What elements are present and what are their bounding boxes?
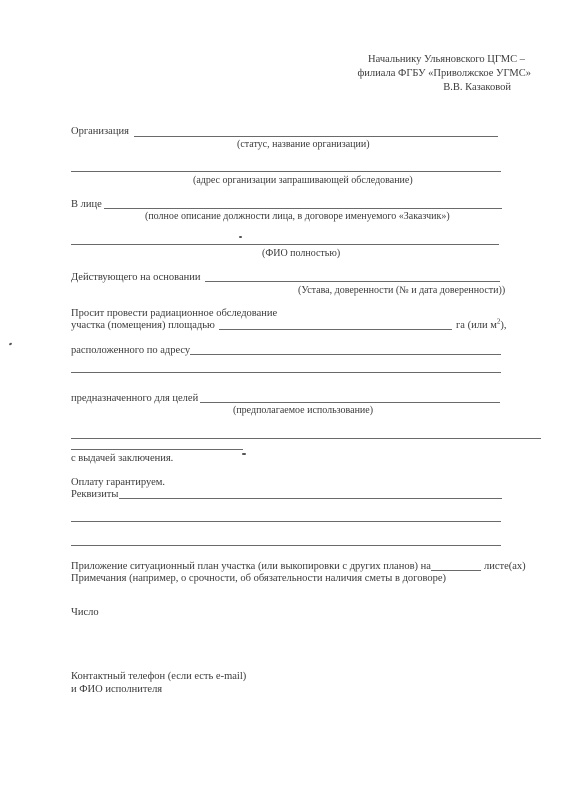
person-caption: (полное описание должности лица, в договоре именуемого «Заказчик») bbox=[145, 211, 450, 222]
organization-caption: (статус, название организации) bbox=[237, 139, 370, 150]
scan-speck-2 bbox=[242, 453, 246, 455]
date-label: Число bbox=[71, 607, 99, 618]
basis-label: Действующего на основании bbox=[71, 272, 201, 283]
organization-field[interactable] bbox=[134, 136, 498, 137]
area-label: участка (помещения) площадью bbox=[71, 320, 215, 331]
conclusion-text: с выдачей заключения. bbox=[71, 453, 174, 464]
basis-caption: (Устава, доверенности (№ и дата доверенности)) bbox=[298, 285, 506, 296]
location-field[interactable] bbox=[190, 354, 501, 355]
executor-label: и ФИО исполнителя bbox=[71, 684, 163, 695]
person-label: В лице bbox=[71, 199, 102, 210]
basis-field[interactable] bbox=[205, 281, 500, 282]
purpose-caption: (предполагаемое использование) bbox=[233, 405, 374, 416]
notes-text: Примечания (например, о срочности, об обязательности наличия сметы в договоре) bbox=[71, 573, 447, 584]
purpose-field-2[interactable] bbox=[71, 438, 541, 439]
attachment-end-text: листе(ах) bbox=[484, 561, 526, 572]
requisites-label: Реквизиты bbox=[71, 489, 119, 500]
recipient-line-3: В.В. Казаковой bbox=[443, 82, 511, 93]
purpose-field-3[interactable] bbox=[71, 449, 243, 450]
purpose-field[interactable] bbox=[200, 402, 500, 403]
recipient-line-2: филиала ФГБУ «Приволжское УГМС» bbox=[357, 68, 531, 79]
contact-label: Контактный телефон (если есть e-mail) bbox=[71, 671, 247, 682]
address-field[interactable] bbox=[71, 171, 501, 172]
requisites-field-2[interactable] bbox=[71, 521, 501, 522]
address-caption: (адрес организации запрашивающей обследование) bbox=[193, 175, 413, 186]
recipient-line-1: Начальнику Ульяновского ЦГМС – bbox=[368, 54, 525, 65]
person-field[interactable] bbox=[104, 208, 502, 209]
requisites-field[interactable] bbox=[119, 498, 502, 499]
margin-speck bbox=[9, 342, 13, 345]
organization-label: Организация bbox=[71, 126, 129, 137]
payment-text: Оплату гарантируем. bbox=[71, 477, 166, 488]
location-field-2[interactable] bbox=[71, 372, 501, 373]
area-unit: га (или $м^2$), bbox=[456, 317, 507, 331]
request-text: Просит провести радиационное обследование bbox=[71, 308, 278, 319]
purpose-label: предназначенного для целей bbox=[71, 393, 199, 404]
requisites-field-3[interactable] bbox=[71, 545, 501, 546]
attachment-text: Приложение ситуационный план участка (или выкопировки с других планов) на bbox=[71, 561, 431, 572]
area-field[interactable] bbox=[219, 329, 452, 330]
fio-field[interactable] bbox=[71, 244, 499, 245]
location-label: расположенного по адресу bbox=[71, 345, 191, 356]
scan-speck bbox=[239, 236, 242, 238]
attachment-pages-field[interactable] bbox=[431, 570, 481, 571]
fio-caption: (ФИО полностью) bbox=[262, 248, 341, 259]
